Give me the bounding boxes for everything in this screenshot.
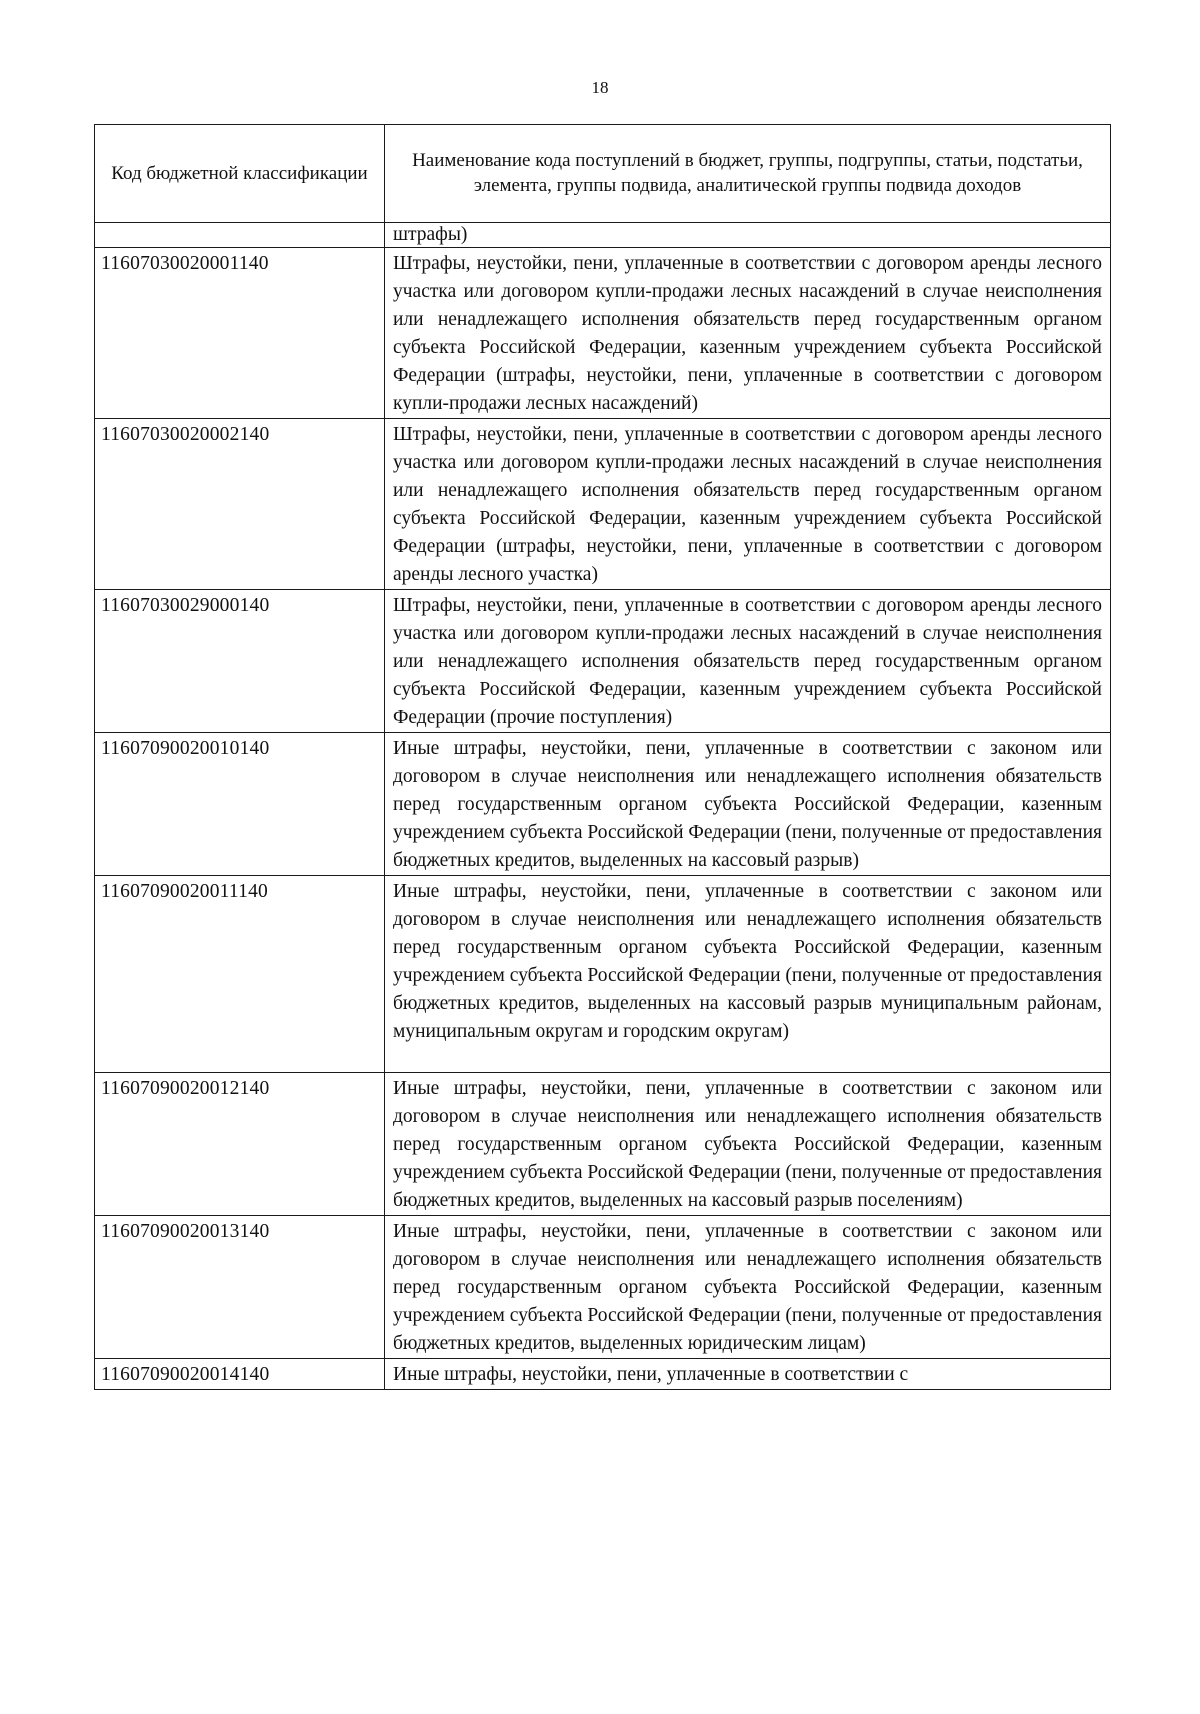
row-code: 11607090020013140 [95, 1216, 385, 1359]
row-code: 11607090020014140 [95, 1359, 385, 1390]
row-code: 11607090020010140 [95, 733, 385, 876]
row-name: Штрафы, неустойки, пени, уплаченные в соответствии с договором аренды лесного участка или договором купли-продажи лесных насаждений в случае неисполнения или ненадлежащего исполнения обязательств перед государственным органом субъекта Российской Федерации, казенным учреждением субъекта Российской Федерации (штрафы, неустойки, пени, уплаченные в соответствии с договором купли-продажи лесных насаждений) [385, 248, 1111, 419]
row-code: 11607030029000140 [95, 590, 385, 733]
row-code: 11607030020002140 [95, 419, 385, 590]
table-header-row [95, 125, 1111, 223]
header-code: Код бюджетной классификации [95, 125, 385, 223]
row-code: 11607030020001140 [95, 248, 385, 419]
row-name: Иные штрафы, неустойки, пени, уплаченные в соответствии с законом или договором в случае неисполнения или ненадлежащего исполнения обязательств перед государственным органом субъекта Российской Федерации, казенным учреждением субъекта Российской Федерации (пени, полученные от предоставления бюджетных кредитов, выделенных на кассовый разрыв муниципальным районам, муниципальным округам и городским округам) [385, 876, 1111, 1073]
table-row [95, 876, 1111, 1073]
row-name: Иные штрафы, неустойки, пени, уплаченные в соответствии с [385, 1359, 1111, 1390]
table-row [95, 419, 1111, 590]
header-name: Наименование кода поступлений в бюджет, группы, подгруппы, статьи, подстатьи, элемента, группы подвида, аналитической группы подвида доходов [385, 125, 1111, 223]
row-name: Штрафы, неустойки, пени, уплаченные в соответствии с договором аренды лесного участка или договором купли-продажи лесных насаждений в случае неисполнения или ненадлежащего исполнения обязательств перед государственным органом субъекта Российской Федерации, казенным учреждением субъекта Российской Федерации (штрафы, неустойки, пени, уплаченные в соответствии с договором аренды лесного участка) [385, 419, 1111, 590]
row-code: 11607090020012140 [95, 1073, 385, 1216]
table-row [95, 1073, 1111, 1216]
table-row [95, 590, 1111, 733]
row-name: Иные штрафы, неустойки, пени, уплаченные в соответствии с законом или договором в случае неисполнения или ненадлежащего исполнения обязательств перед государственным органом субъекта Российской Федерации, казенным учреждением субъекта Российской Федерации (пени, полученные от предоставления бюджетных кредитов, выделенных на кассовый разрыв поселениям) [385, 1073, 1111, 1216]
table-row [95, 1359, 1111, 1390]
row-name: Штрафы, неустойки, пени, уплаченные в соответствии с договором аренды лесного участка или договором купли-продажи лесных насаждений в случае неисполнения или ненадлежащего исполнения обязательств перед государственным органом субъекта Российской Федерации, казенным учреждением субъекта Российской Федерации (прочие поступления) [385, 590, 1111, 733]
table-row [95, 248, 1111, 419]
row-name: Иные штрафы, неустойки, пени, уплаченные в соответствии с законом или договором в случае неисполнения или ненадлежащего исполнения обязательств перед государственным органом субъекта Российской Федерации, казенным учреждением субъекта Российской Федерации (пени, полученные от предоставления бюджетных кредитов, выделенных на кассовый разрыв) [385, 733, 1111, 876]
continuation-name-cell: штрафы) [385, 223, 1111, 248]
page-number: 18 [591, 78, 609, 97]
budget-classification-table [94, 124, 1111, 1390]
row-code: 11607090020011140 [95, 876, 385, 1073]
table-row [95, 733, 1111, 876]
table-row [95, 1216, 1111, 1359]
row-name: Иные штрафы, неустойки, пени, уплаченные в соответствии с законом или договором в случае неисполнения или ненадлежащего исполнения обязательств перед государственным органом субъекта Российской Федерации, казенным учреждением субъекта Российской Федерации (пени, полученные от предоставления бюджетных кредитов, выделенных юридическим лицам) [385, 1216, 1111, 1359]
continuation-code-cell [95, 223, 385, 248]
continuation-row [95, 223, 1111, 248]
